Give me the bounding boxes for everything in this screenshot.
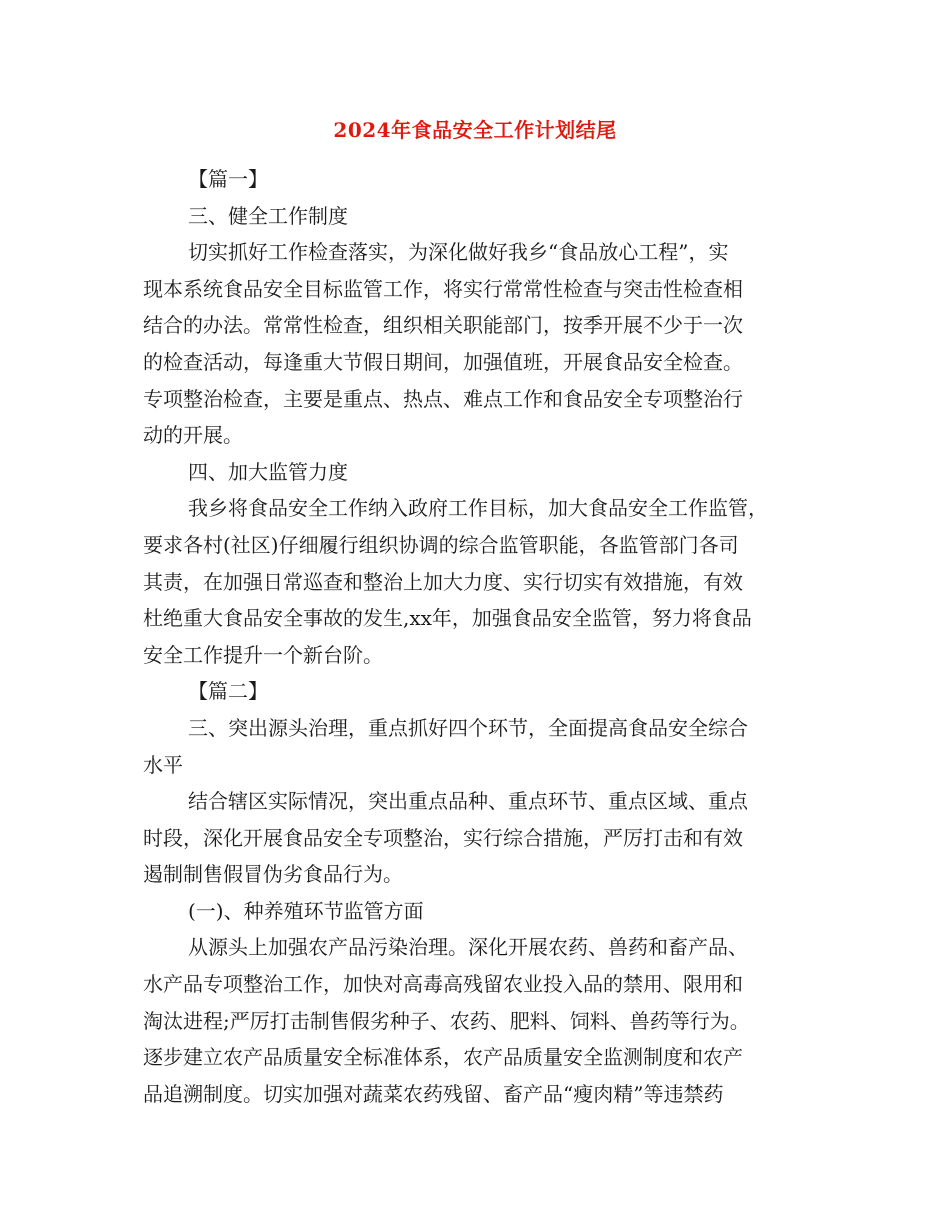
text-line: (一)、种养殖环节监管方面 (188, 898, 424, 923)
text-line: 三、突出源头治理，重点抓好四个环节，全面提高食品安全综合 (188, 715, 748, 740)
text-line: 切实抓好工作检查落实，为深化做好我乡“食品放心工程”，实 (188, 240, 729, 265)
text-line: 现本系统食品安全目标监管工作，将实行常常性检查与突击性检查相 (143, 276, 743, 301)
text-line: 杜绝重大食品安全事故的发生,xx年，加强食品安全监管，努力将食品 (143, 606, 752, 631)
text-line: 的检查活动，每逢重大节假日期间，加强值班，开展食品安全检查。 (143, 349, 743, 374)
text-line: 其责，在加强日常巡查和整治上加大力度、实行切实有效措施，有效 (143, 569, 743, 594)
document-title: 2024年食品安全工作计划结尾 (333, 118, 617, 142)
text-line: 遏制制售假冒伪劣食品行为。 (143, 862, 403, 887)
text-line: 淘汰进程;严厉打击制售假劣种子、农药、肥料、饲料、兽药等行为。 (143, 1008, 750, 1033)
text-line: 【篇一】 (188, 167, 268, 191)
text-line: 动的开展。 (143, 423, 243, 448)
text-line: 专项整治检查，主要是重点、热点、难点工作和食品安全专项整治行 (143, 386, 743, 411)
text-line: 四、加大监管力度 (188, 459, 348, 484)
text-line: 要求各村(社区)仔细履行组织协调的综合监管职能，各监管部门各司 (143, 532, 739, 557)
text-line: 时段，深化开展食品安全专项整治，实行综合措施，严厉打击和有效 (143, 825, 743, 850)
text-line: 水平 (143, 752, 183, 777)
text-line: 【篇二】 (188, 679, 268, 704)
text-line: 逐步建立农产品质量安全标准体系，农产品质量安全监测制度和农产 (143, 1045, 743, 1070)
text-line: 结合的办法。常常性检查，组织相关职能部门，按季开展不少于一次 (143, 313, 743, 338)
text-line: 我乡将食品安全工作纳入政府工作目标，加大食品安全工作监管， (188, 496, 768, 521)
text-line: 从源头上加强农产品污染治理。深化开展农药、兽药和畜产品、 (188, 935, 748, 960)
text-line: 三、健全工作制度 (188, 203, 348, 228)
text-line: 结合辖区实际情况，突出重点品种、重点环节、重点区域、重点 (188, 789, 748, 814)
text-line: 水产品专项整治工作，加快对高毒高残留农业投入品的禁用、限用和 (143, 972, 743, 997)
text-line: 安全工作提升一个新台阶。 (143, 642, 383, 667)
text-line: 品追溯制度。切实加强对蔬菜农药残留、畜产品“瘦肉精”等违禁药 (143, 1081, 724, 1106)
document-body (143, 161, 809, 1112)
